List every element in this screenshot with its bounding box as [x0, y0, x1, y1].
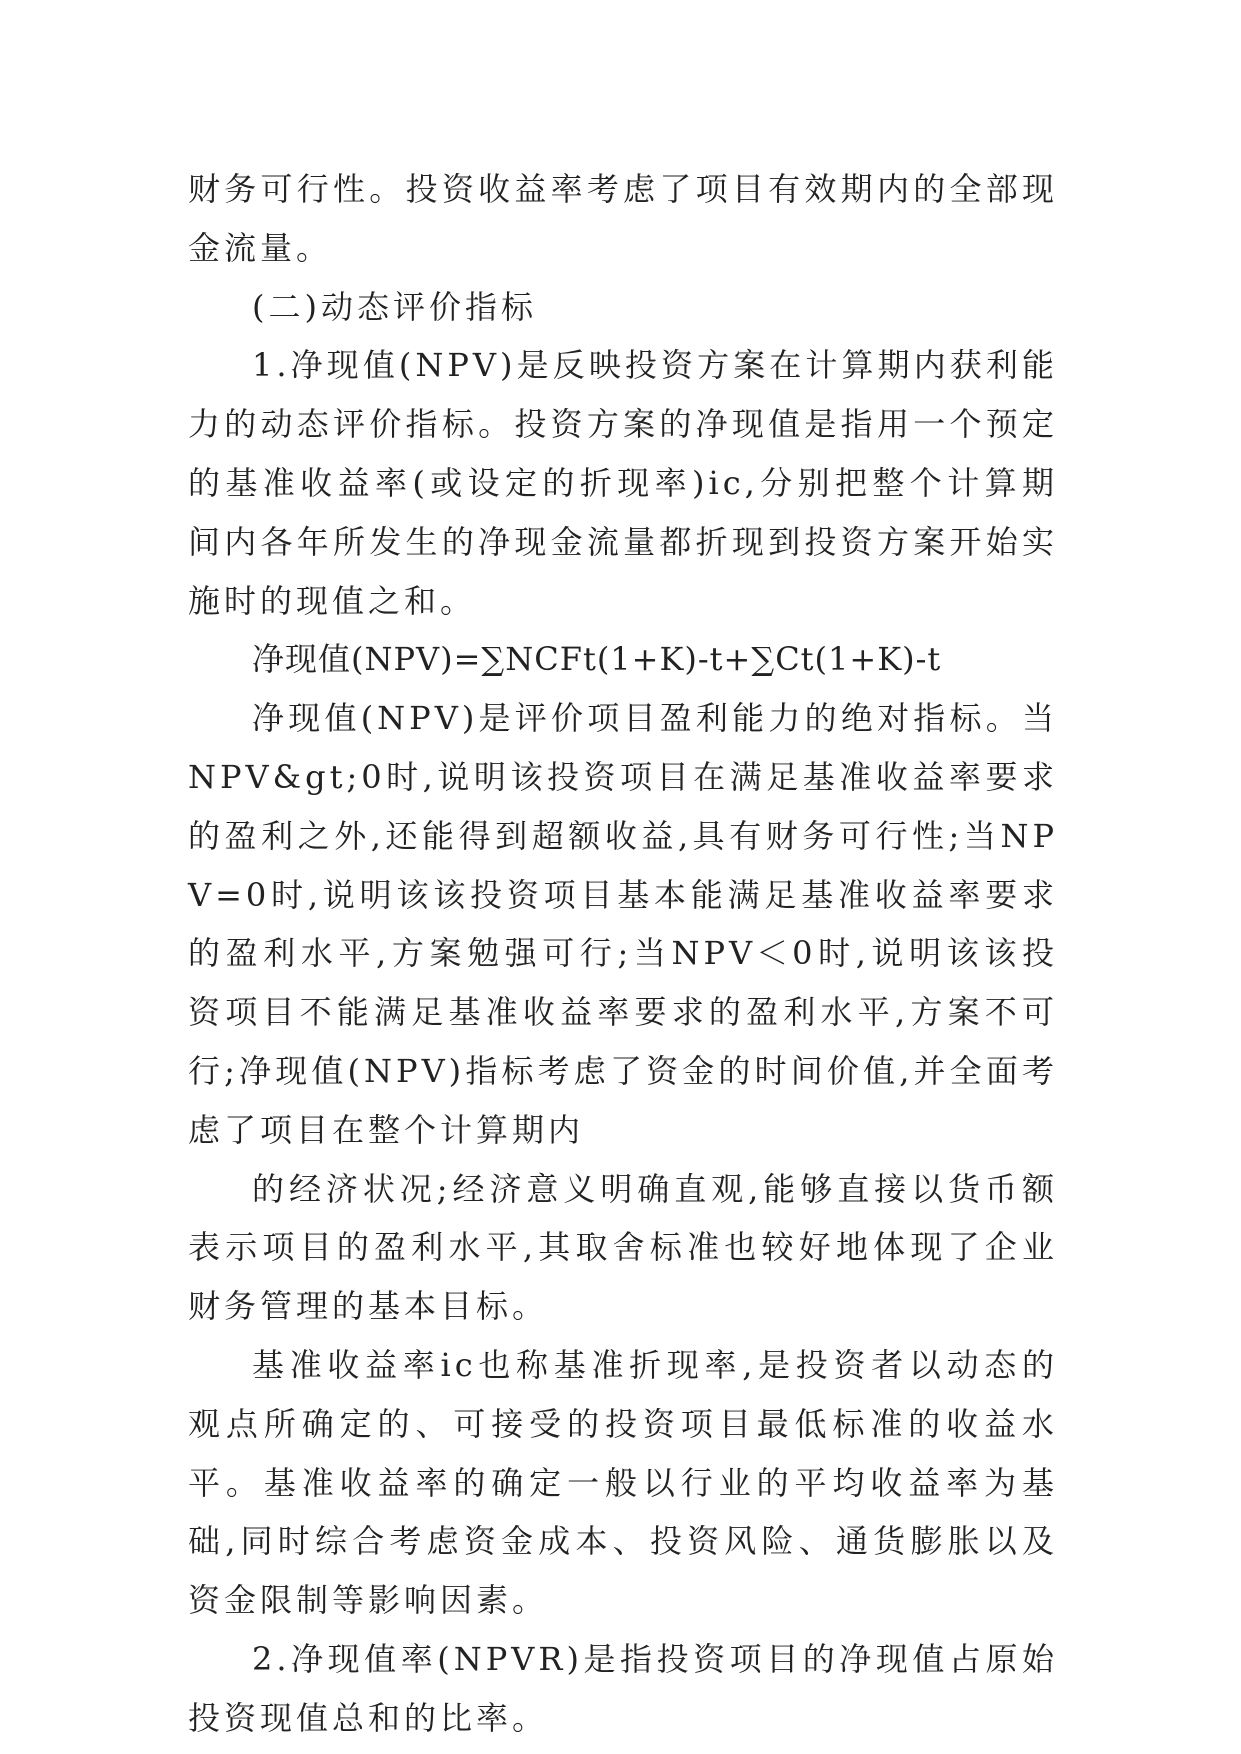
paragraph-benchmark-rate: 基准收益率ic也称基准折现率,是投资者以动态的观点所确定的、可接受的投资项目最低标准的收益水平。基准收益率的确定一般以行业的平均收益率为基础,同时综合考虑资金成本、投资风险、通货膨胀以及资金限制等影响因素。: [188, 1345, 1058, 1620]
section-heading: (二)动态评价指标: [252, 287, 537, 326]
npv-formula: 净现值(NPV)=∑NCFt(1+K)-t+∑Ct(1+K)-t: [252, 640, 942, 679]
paragraph-npv-economic: 的经济状况;经济意义明确直观,能够直接以货币额表示项目的盈利水平,其取舍标准也较好地体现了企业财务管理的基本目标。: [188, 1169, 1058, 1326]
paragraph-npv-definition: 1.净现值(NPV)是反映投资方案在计算期内获利能力的动态评价指标。投资方案的净现值是指用一个预定的基准收益率(或设定的折现率)ic,分别把整个计算期间内各年所发生的净现金流量都折现到投资方案开始实施时的现值之和。: [188, 346, 1058, 620]
document-body: [188, 160, 1058, 1748]
paragraph-continuation: 财务可行性。投资收益率考虑了项目有效期内的全部现金流量。: [188, 170, 1058, 267]
paragraph-npv-evaluation: 净现值(NPV)是评价项目盈利能力的绝对指标。当NPV&gt;0时,说明该投资项目在满足基准收益率要求的盈利之外,还能得到超额收益,具有财务可行性;当NPV=0时,说明该该投资项目基本能满足基准收益率要求的盈利水平,方案勉强可行;当NPV＜0时,说明该该投资项目不能满足基准收益率要求的盈利水平,方案不可行;净现值(NPV)指标考虑了资金的时间价值,并全面考虑了项目在整个计算期内: [188, 699, 1058, 1149]
paragraph-npvr-definition: 2.净现值率(NPVR)是指投资项目的净现值占原始投资现值总和的比率。: [188, 1639, 1058, 1737]
